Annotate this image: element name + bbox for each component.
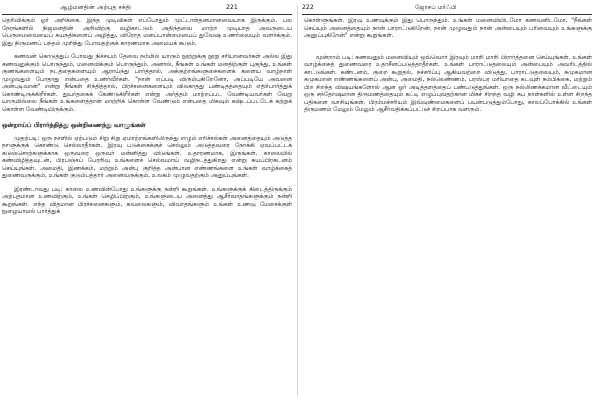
- right-page-number: 222: [302, 4, 314, 11]
- right-header-rule: [302, 14, 592, 15]
- right-page: [300, 0, 596, 400]
- left-paragraph-2: கணவன் கொடுத்துப் போவது நிச்சயம் தேவை நம்மில் யாரும் நூற்றுக்கு நூறு சரியானவர்கள் அல்ல இது கணவனுக்கும் பொருந்தும், மனைவிக்கும் பொருந்தும். அனால், நீங்கள் உங்கள் மனதிற்குள் புகுந்து, உங்கள் குணங்களையும் நடத்தைகளையும் ஆராய்ந்து பார்த்தால், அக்குற்றங்களுசைகளைக் களைய வாழ்நாள் முழுவதும் போதாது என்பதை உணர்வீர்கள். "நான் எப்படி விரும்புகிறேனோ, அப்படியே அவனை அன்புடிவான்" என்று நீங்கள் சிந்தித்தால், பிரச்சனைகளையும் விலகாதது பண்டிதத்தையும் எதிர்பார்த்துக் கொண்டிருக்கிறீர்கள். துயர்தகைக் கேண்டுகிறீர்கள் என்று அர்த்தம் மாற்றப்பட வேண்டியவர்கள் வேறு யாருமில்லை நீங்கள் உங்களைத்தான் மாற்றிக் கொள்ள வேண்டும் என்பதை மிகவும் கஷ்டப்பட்டேக் கற்றுக் கொள்ள வேண்டியிருக்கும்.: [2, 54, 292, 114]
- right-running-title: ஜோசப் மர்ஃபி: [415, 4, 457, 11]
- right-paragraph-1: கொள்ளுங்கள். இரவு உணவுக்கும் இது பொருந்தும். உங்கள் மனைவியிடமோ கணவனிடமோ, "நீங்கள் செய்யும் அனைத்தையும் நான் பாராட்டுகிறேன். நான் முழுவதும் நான் அன்பையும் பரிவையும் உங்களுக்கு அனுப்புகிறேன்" என்று கூறுங்கள்.: [304, 18, 592, 40]
- page-gutter: [297, 6, 298, 396]
- left-header-rule: [2, 14, 292, 15]
- right-body-text: [304, 18, 592, 115]
- left-page-number: 221: [226, 4, 238, 11]
- right-paragraph-2: மூன்றாம் படி: கணவனும் மனைவியும் ஒவ்வொர் இரவும் மாறி மாறி பிரார்த்தனை செய்யுங்கள். உங்கள் வாழ்க்கைத் துணைவரை உதாசீனப்படுத்தாதீர்கள். உங்கள் பாராட்டுதலையும் அன்பையும் அவரிடத்தில் காட்டுங்கள். கண்டனம், குறை கூறுதல், நச்சரிப்பு ஆகியவற்றை விடுத்து, பாராட்டுதலையும், சுமுகமான சுமுகமான எண்ணங்களைப் அன்பு, அமைதி, நல்லெண்ணம், பரஸ்பர மரியாதை கடவுள் நம்பிக்கை, மற்றும் பிற சிறந்த விஷயங்களோல் ஆன ஓர் அடித்தளத்தைப் பண்படுத்துங்கள். ஒரு நல்லிணக்கமான வீட்டையும் ஒரு சந்தோஷமான திருமணத்தையும் கட்டி எழுப்புவதற்கான மிகச் சிறந்த வழி சுப நாள்களில் உள்ள சிறந்த பதிகளை வாசியுங்கள். பிரம்மச்சரியம் இவ்வுண்மைகளைப் பயன்படுத்தும்போது, காலப்போக்கில் உங்கள் திருமணம் மேலும் மேலும் ஆசீர்வதிக்கப்பட்டுச் சிறப்பாக வளரும்.: [304, 54, 592, 114]
- left-page: [0, 0, 296, 400]
- left-paragraph-3: முதற்படி: ஒரு நாளில் ஏற்படும் சிறு சிறு ஏமாற்றங்களிலிருந்து எழும் எரிச்சல்கள் அனைத்தையும் அடுத்த நாளுக்குக் கொண்டு செல்லாதீர்கள். இரவு படுக்கைக்குச் செல்லும் அடுத்தவரை நோக்கி ஏவப்பட்டக் கடுஞ்சொற்களுக்காக ஒருவரை ஒருவர் மன்னித்து விடுங்கள். உதாரணமாக, இருங்கள். காலையில் கண்விழித்தவுடன், பிரபஞ்சப் பேரறிவு உங்களைச் செல்வமாய் வழிநடத்துகிறது என்று சுயப்பிரகடனம் செய்யுங்கள். அமைதி, இணக்கம், மற்றும் அன்பு குறித்த அன்பான எண்ணங்களை உங்கள் வாழ்க்கைத் துணைவருக்கும், உங்கள் குடும்பத்தார் அனைவருக்கும், உலகம் முழுவதற்கும் அனுப்புங்கள்.: [2, 135, 292, 180]
- left-running-title: ஆழ்மனதின் அற்புத சக்தி: [60, 4, 131, 11]
- section-heading: ஒன்றாய்ப் பிரார்த்தித்து ஒன்றிணைந்து வாழுங்கள்: [2, 120, 146, 129]
- left-paragraph-4: இரண்டாவது படி: காலை உணவின்போது உங்களுக்கு நன்றி கூறுங்கள். உங்களுக்குக் கிடைத்திருக்கும் அற்புதமான உணவிற்கும், உங்கள் செழிப்பிற்கும், உங்களுடைய அனைத்து ஆசீர்வாதங்களுக்கும் நன்றி கூறுங்கள். எந்த விதமான பிரச்சனைகளும், கவலைகளும், விவாதங்களும் உங்கள் உணவு மேசைக்குள் நுழையாமல் பார்த்துக்: [2, 186, 292, 216]
- left-paragraph-1: தெரிவிக்கும் ஓர் அறிக்கை. இந்த முடிவிகள் எப்போதும் முட்டாள்தனமானவையாக இருக்கும். பல நேரங்களில் நிஜமனதின் அறிவிற்கு வழிகாட்டும் அதிந்தவை மாற்ற முடியாத அவருடைய பெருமைவையைப் சுயநதிகளைப் அழித்து, விரோத மனப்பான்மையைப் துவேஷ உணர்வையும் வளர்க்கும். இது நிருமணப் பந்தம் முறிந்து போவதற்குக் காரணமாக அமையக் கூடும்.: [2, 18, 292, 47]
- left-body-text: [2, 18, 292, 217]
